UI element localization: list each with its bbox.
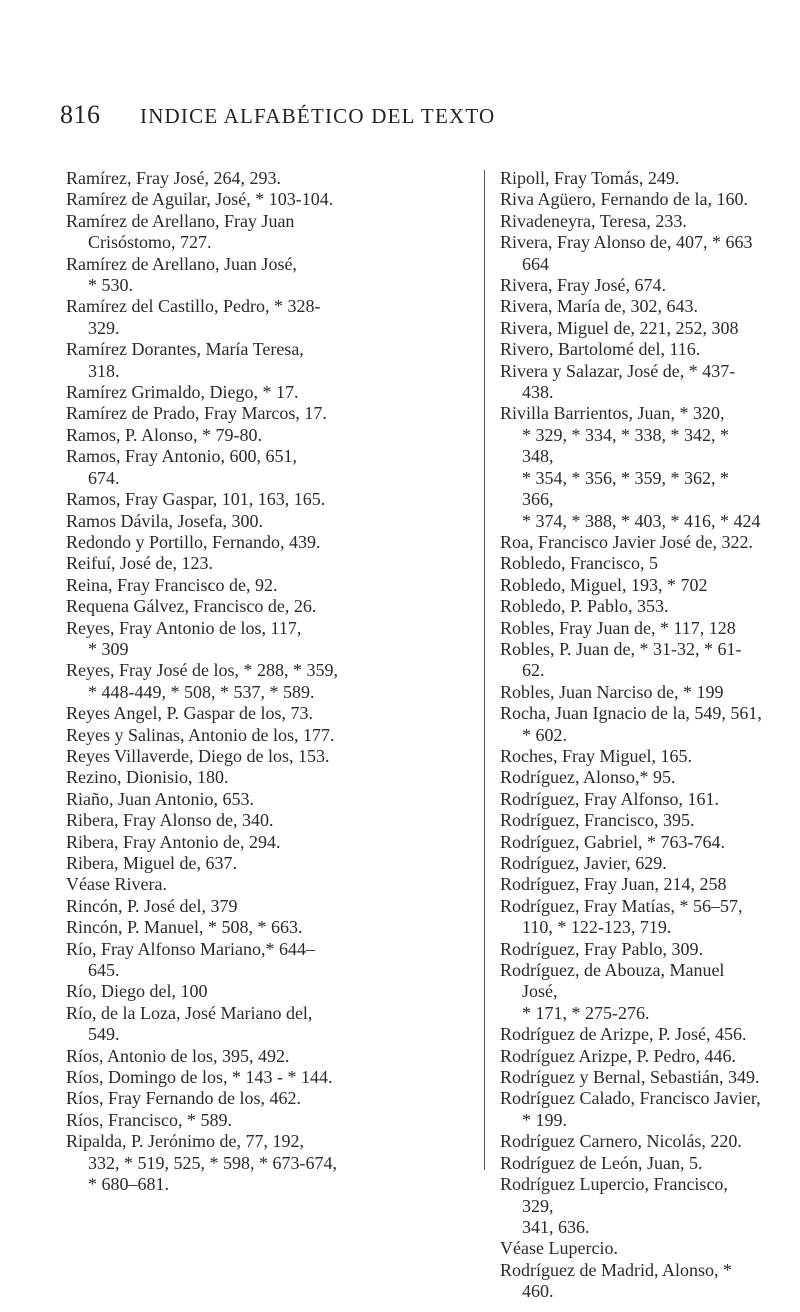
index-entry: Véase Lupercio.: [500, 1238, 618, 1259]
index-entry: Rodríguez de Arizpe, P. José, 456.: [500, 1024, 747, 1045]
index-entry: Ramos, Fray Gaspar, 101, 163, 165.: [66, 489, 326, 510]
index-entry: Roches, Fray Miguel, 165.: [500, 745, 692, 766]
index-entry: Rodríguez, Fray Alfonso, 161.: [500, 788, 719, 809]
index-entry: Reifuí, José de, 123.: [66, 553, 213, 574]
index-entry: Rincón, P. José del, 379: [66, 895, 238, 916]
index-entry: Robles, Juan Narciso de, * 199: [500, 681, 724, 702]
index-entry: Rodríguez, Fray Juan, 214, 258: [500, 874, 727, 895]
index-entry: Rodríguez, Francisco, 395.: [500, 810, 695, 831]
page-number: 816: [60, 100, 101, 129]
index-entry: Rivera, María de, 302, 643.: [500, 296, 698, 317]
index-entry: Rodríguez de Madrid, Alonso, * 460.: [500, 1259, 732, 1302]
index-entry: Reyes y Salinas, Antonio de los, 177.: [66, 724, 335, 745]
index-entry: Ríos, Domingo de los, * 143 - * 144.: [66, 1067, 333, 1088]
index-entry: Rivera, Fray José, 674.: [500, 275, 666, 296]
index-entry: Ríos, Antonio de los, 395, 492.: [66, 1045, 290, 1066]
index-entry: Robledo, Miguel, 193, * 702: [500, 574, 708, 595]
index-column-right: [500, 168, 762, 1303]
index-entry: Rodríguez Arizpe, P. Pedro, 446.: [500, 1045, 736, 1066]
index-entry: Ríos, Francisco, * 589.: [66, 1109, 232, 1130]
index-entry: Requena Gálvez, Francisco de, 26.: [66, 596, 317, 617]
index-entry: Rodríguez, Javier, 629.: [500, 853, 667, 873]
index-entry: Roa, Francisco Javier José de, 322.: [500, 531, 753, 552]
index-entry: Robles, P. Juan de, * 31-32, * 61-62.: [500, 638, 742, 681]
index-entry: Rodríguez Calado, Francisco Javier, * 199.: [500, 1088, 761, 1130]
index-entry: Rodríguez Lupercio, Francisco, 329, 341, 636.: [500, 1174, 728, 1237]
index-entry: Ramos, Fray Antonio, 600, 651, 674.: [66, 446, 298, 488]
index-entry: Rodríguez, Alonso,* 95.: [500, 767, 676, 788]
index-entry: Rivera, Miguel de, 221, 252, 308: [500, 317, 739, 338]
index-entry: Rodríguez, Fray Matías, * 56–57, 110, * 122-123, 719.: [500, 895, 743, 938]
index-entry: Ripoll, Fray Tomás, 249.: [500, 168, 680, 188]
index-entry: Rivadeneyra, Teresa, 233.: [500, 210, 687, 231]
index-entry: Reina, Fray Francisco de, 92.: [66, 574, 278, 595]
index-entry: Ríos, Fray Fernando de los, 462.: [66, 1088, 301, 1109]
index-entry: Reyes, Fray José de los, * 288, * 359, * 448-449, * 508, * 537, * 589.: [66, 660, 338, 702]
index-entry: Robledo, P. Pablo, 353.: [500, 596, 669, 617]
index-entry: Reyes Angel, P. Gaspar de los, 73.: [66, 703, 313, 724]
index-entry: Riaño, Juan Antonio, 653.: [66, 788, 254, 809]
index-entry: Rodríguez, de Abouza, Manuel José, * 171, * 275-276.: [500, 960, 725, 1023]
index-column-left: [66, 168, 466, 1196]
index-entry: Rivera, Fray Alonso de, 407, * 663 664: [500, 232, 753, 274]
index-entry: Reyes Villaverde, Diego de los, 153.: [66, 745, 330, 766]
index-entry: Ramírez, Fray José, 264, 293.: [66, 168, 281, 188]
index-entry: Ripalda, P. Jerónimo de, 77, 192, 332, * 519, 525, * 598, * 673-674, * 680–681.: [66, 1131, 337, 1195]
index-entry: Rodríguez Carnero, Nicolás, 220.: [500, 1131, 742, 1152]
index-entry: Ramírez de Arellano, Juan José, * 530.: [66, 253, 297, 296]
index-entry: Ramírez Dorantes, María Teresa, 318.: [66, 339, 304, 381]
index-entry: Ramos, P. Alonso, * 79-80.: [66, 424, 263, 445]
index-entry: Reyes, Fray Antonio de los, 117, * 309: [66, 617, 302, 659]
index-entry: Robles, Fray Juan de, * 117, 128: [500, 617, 736, 638]
index-entry: Ramírez de Aguilar, José, * 103-104.: [66, 189, 334, 210]
index-entry: Riva Agüero, Fernando de la, 160.: [500, 189, 748, 210]
index-entry: Redondo y Portillo, Fernando, 439.: [66, 531, 321, 552]
index-entry: Río, de la Loza, José Mariano del, 549.: [66, 1002, 313, 1045]
index-entry: Ramírez de Arellano, Fray Juan Crisóstomo, 727.: [66, 210, 295, 253]
index-entry: Ramos Dávila, Josefa, 300.: [66, 510, 263, 531]
index-entry: Rodríguez, Fray Pablo, 309.: [500, 938, 703, 959]
index-entry: Ramírez Grimaldo, Diego, * 17.: [66, 382, 299, 403]
index-entry: Rivilla Barrientos, Juan, * 320, * 329, * 334, * 338, * 342, * 348, * 354, * 356, * 359, * 362, * 366, * 374, * 388, * 403, * 416, * 424: [500, 403, 761, 531]
index-entry: Rodríguez, Gabriel, * 763-764.: [500, 831, 725, 852]
index-entry: Ribera, Fray Alonso de, 340.: [66, 810, 274, 831]
index-entry: Ribera, Miguel de, 637.: [66, 853, 237, 873]
index-entry: Rivera y Salazar, José de, * 437- 438.: [500, 360, 736, 403]
index-entry: Río, Diego del, 100: [66, 981, 208, 1002]
index-entry: Rivero, Bartolomé del, 116.: [500, 339, 701, 360]
index-entry: Ramírez del Castillo, Pedro, * 328- 329.: [66, 296, 321, 338]
index-entry: Rodríguez y Bernal, Sebastián, 349.: [500, 1067, 760, 1088]
index-entry: Ribera, Fray Antonio de, 294.: [66, 831, 281, 852]
index-entry: Río, Fray Alfonso Mariano,* 644– 645.: [66, 938, 315, 981]
index-entry: Rocha, Juan Ignacio de la, 549, 561, * 602.: [500, 703, 762, 745]
index-entry: Rincón, P. Manuel, * 508, * 663.: [66, 917, 303, 938]
index-entry: Robledo, Francisco, 5: [500, 553, 658, 574]
index-entry: Véase Rivera.: [66, 874, 167, 895]
column-divider: [484, 170, 485, 1170]
index-entry: Rodríguez de León, Juan, 5.: [500, 1152, 703, 1173]
index-entry: Rezino, Dionisio, 180.: [66, 767, 229, 788]
index-entry: Ramírez de Prado, Fray Marcos, 17.: [66, 403, 327, 424]
running-head: INDICE ALFABÉTICO DEL TEXTO: [140, 104, 496, 128]
